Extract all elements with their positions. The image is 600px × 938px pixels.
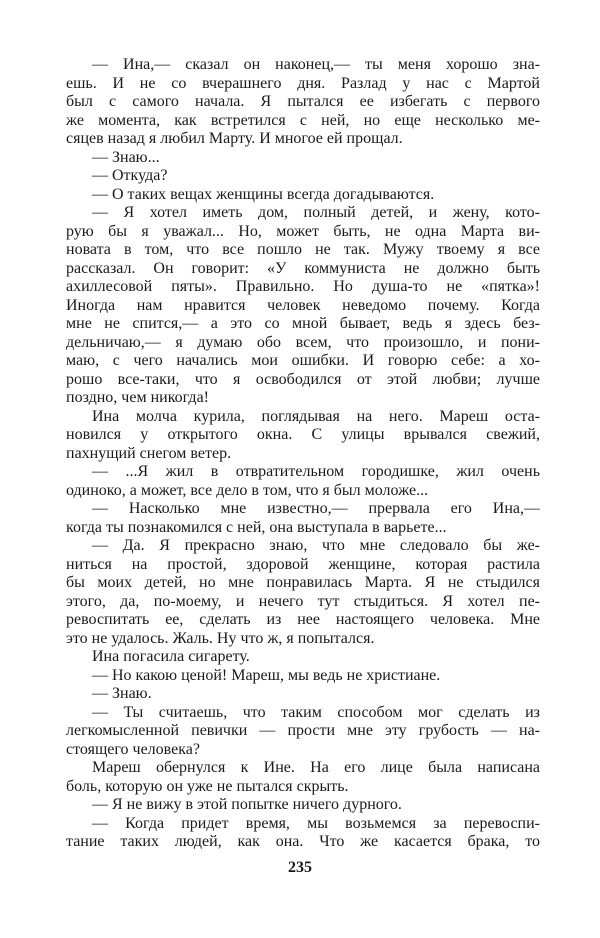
text-line: — О таких вещах женщины всегда догадываются. <box>92 185 435 203</box>
text-line: же момента, как встретился с ней, но еще несколько ме- <box>66 111 540 129</box>
text-line: ревоспитать ее, сделать из нее настоящего человека. Мне <box>66 611 540 628</box>
text-line: дельничаю,— я думаю обо всем, что произошло, и пони- <box>66 333 540 351</box>
text-line: это не удалось. Жаль. Ну что ж, я попытался. <box>66 629 375 647</box>
text-line: бы моих детей, но мне понравилась Марта. Я не стыдился <box>66 574 540 591</box>
text-line: — Ты считаешь, что таким способом мог сделать из <box>92 703 540 721</box>
text-line: — Знаю... <box>92 148 160 166</box>
text-line: сяцев назад я любил Марту. И многое ей прощал. <box>66 130 403 147</box>
text-line: одиноко, а может, все дело в том, что я был моложе... <box>66 481 429 499</box>
text-line: — ...Я жил в отвратительном городишке, жил очень <box>92 463 540 480</box>
text-line: Иногда нам нравится человек неведомо почему. Когда <box>66 296 540 314</box>
text-line: — Знаю. <box>92 685 152 702</box>
text-line: Ина молча курила, поглядывая на него. Мареш оста- <box>92 407 540 425</box>
text-line: — Ина,— сказал он наконец,— ты меня хорошо зна- <box>92 56 540 73</box>
text-line: Мареш обернулся к Ине. На его лице была написана <box>92 759 540 776</box>
text-line: пахнущий снегом ветер. <box>66 444 232 462</box>
text-line: маю, с чего начались мои ошибки. И говорю себе: а хо- <box>66 352 540 369</box>
text-line: новата в том, что все пошло не так. Мужу твоему я все <box>66 241 540 258</box>
text-line: — Откуда? <box>92 167 168 184</box>
text-line: ешь. И не со вчерашнего дня. Разлад у нас с Мартой <box>66 74 540 92</box>
text-line: рассказал. Он говорит: «У коммуниста не должно быть <box>66 259 540 277</box>
text-line: был с самого начала. Я пытался ее избегать с первого <box>66 93 540 110</box>
text-line: легкомысленной певички — прости мне эту грубость — на- <box>66 722 540 739</box>
text-line: мне не спится,— а это со мной бывает, ведь я здесь без- <box>66 315 540 332</box>
text-line: — Но какою ценой! Мареш, мы ведь не христиане. <box>92 666 441 684</box>
text-line: рую бы я уважал... Но, может быть, не одна Марта ви- <box>66 222 540 240</box>
text-line: рошо все-таки, что я освободился от этой любви; лучше <box>66 370 540 388</box>
text-line: когда ты познакомился с ней, она выступала в варьете... <box>66 518 447 536</box>
text-line: ахиллесовой пяты». Правильно. Но душа-то не «пятка»! <box>66 278 540 295</box>
text-line: — Я не вижу в этой попытке ничего дурного. <box>92 796 402 813</box>
text-line: — Да. Я прекрасно знаю, что мне следовало бы же- <box>92 537 540 554</box>
text-line: этого, да, по-моему, и нечего тут стыдиться. Я хотел пе- <box>66 592 540 610</box>
text-line: — Я хотел иметь дом, полный детей, и жену, кото- <box>92 204 540 221</box>
text-line: стоящего человека? <box>66 740 200 758</box>
text-line: Ина погасила сигарету. <box>92 648 250 665</box>
book-page-text <box>66 56 540 852</box>
text-line: боль, которую он уже не пытался скрыть. <box>66 777 349 795</box>
text-line: поздно, чем никогда! <box>66 389 209 406</box>
text-line: — Насколько мне известно,— прервала его Ина,— <box>92 500 540 517</box>
text-line: ниться на простой, здоровой женщине, которая растила <box>66 555 540 573</box>
text-line: — Когда придет время, мы возьмемся за перевоспи- <box>92 814 540 832</box>
page-number: 235 <box>288 859 312 876</box>
text-line: новился у открытого окна. С улицы врывался свежий, <box>66 426 540 443</box>
text-line: тание таких людей, как она. Что же касается брака, то <box>66 833 540 850</box>
